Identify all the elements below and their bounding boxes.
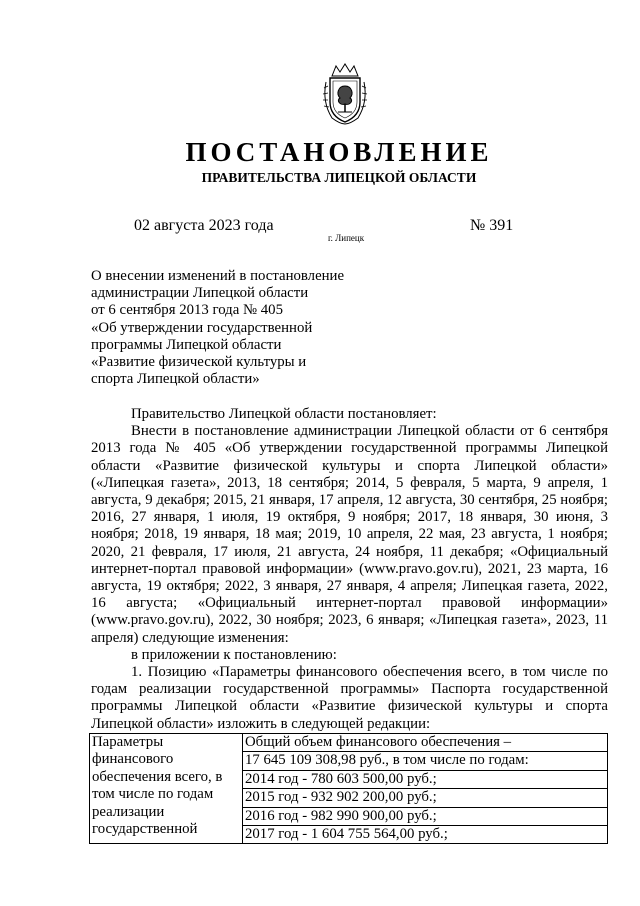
financing-table (89, 733, 608, 844)
intro-paragraph: Правительство Липецкой области постановляет: (131, 406, 437, 422)
table-cell-line: 2014 год - 780 603 500,00 руб.; (243, 770, 607, 788)
subject-line: администрации Липецкой области (91, 285, 309, 302)
subject-line: «Развитие физической культуры и (91, 354, 307, 371)
table-cell-line: обеспечения всего, в (92, 768, 223, 785)
table-cell-line: государственной (92, 821, 198, 838)
document-subject (91, 268, 391, 388)
table-cell-line: реализации (92, 803, 165, 820)
table-cell-line: Параметры (92, 734, 164, 750)
table-cell-line: том числе по годам (92, 786, 214, 803)
document-number: № 391 (470, 217, 514, 234)
table-cell-line: Общий объем финансового обеспечения – (245, 734, 512, 750)
document-body (91, 406, 608, 733)
parameter-value-cell (243, 734, 608, 844)
main-paragraph: Внести в постановление администрации Липецкой области от 6 сентября 2013 года № 405 «Об утверждении государственной программы Липецкой области «Развитие физической культуры и спорта Липецкой области» («Липецкая газета», 2013, 18 сентября; 2014, 5 февраля, 5 марта, 9 апреля, 1 августа, 9 декабря; 2015, 21 января, 17 апреля, 12 августа, 30 сентября, 25 ноября; 2016, 27 января, 1 июля, 19 октября, 9 ноября; 2017, 18 января, 30 июня, 3 ноября; 2018, 19 января, 18 мая; 2019, 10 апреля, 22 мая, 23 августа, 1 ноября; 2020, 21 февраля, 17 июля, 21 августа, 24 ноября, 11 декабря; «Официальный интернет-портал правовой информации» (www.pravo.gov.ru), 2021, 23 марта, 16 августа, 19 октября; 2022, 3 января, 27 января, 4 апреля; Липецкая газета, 2022, 16 августа; «Официальный интернет-портал правовой информации» (www.pravo.gov.ru), 2022, 30 ноября; 2023, 6 января; «Липецкая газета», 2023, 11 апреля) следующие изменения: (91, 423, 608, 646)
table-cell-line: финансового (92, 751, 174, 768)
document-date: 02 августа 2023 года (134, 217, 274, 234)
subject-line: «Об утверждении государственной (91, 319, 313, 336)
parameter-name-cell (90, 734, 243, 844)
subject-line: спорта Липецкой области» (91, 371, 260, 388)
document-city: г. Липецк (328, 233, 365, 243)
subject-line: О внесении изменений в постановление (91, 268, 345, 284)
item-1-paragraph: 1. Позицию «Параметры финансового обеспечения всего, в том числе по годам реализации государственной программы» Паспорта государственной программы Липецкой области «Развитие физической культуры и спорта Липецкой области» изложить в следующей редакции: (91, 664, 608, 732)
document-subtitle: ПРАВИТЕЛЬСТВА ЛИПЕЦКОЙ ОБЛАСТИ (201, 170, 477, 185)
table-cell-line: 2017 год - 1 604 755 564,00 руб.; (243, 825, 607, 843)
table-cell-line: 2016 год - 982 990 900,00 руб.; (243, 807, 607, 825)
table-cell-line: 2015 год - 932 902 200,00 руб.; (243, 788, 607, 806)
subject-line: программы Липецкой области (91, 336, 282, 353)
subject-line: от 6 сентября 2013 года № 405 (91, 302, 283, 319)
table-cell-line: 17 645 109 308,98 руб., в том числе по годам: (243, 751, 607, 769)
coat-of-arms-icon (318, 62, 372, 126)
document-title: ПОСТАНОВЛЕНИЕ (185, 137, 493, 167)
table-row (90, 734, 608, 844)
annex-paragraph: в приложении к постановлению: (131, 646, 337, 663)
